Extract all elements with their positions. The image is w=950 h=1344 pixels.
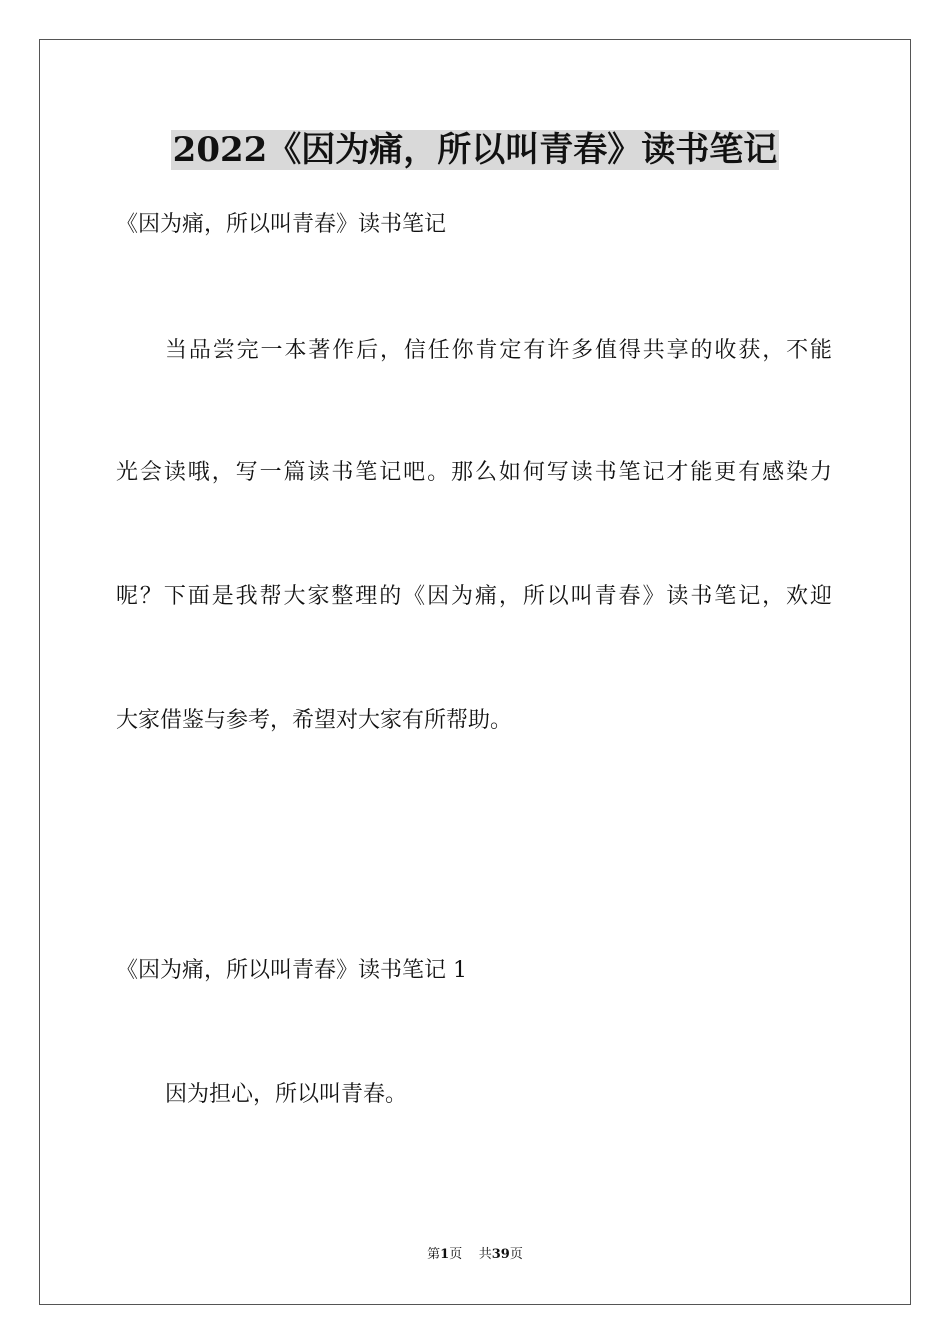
intro-paragraph-line-4: 大家借鉴与参考，希望对大家有所帮助。: [116, 708, 513, 733]
footer-total-pages: 39: [491, 1247, 510, 1262]
footer-page-number: 1: [440, 1247, 450, 1262]
document-title: [0, 128, 950, 172]
footer-total-prefix: 共: [478, 1247, 492, 1262]
intro-paragraph-line-3: 呢？下面是我帮大家整理的《因为痛，所以叫青春》读书笔记，欢迎: [116, 584, 832, 609]
page-footer: [0, 1246, 950, 1264]
footer-page-prefix: 第: [427, 1247, 441, 1262]
document-title-text: 2022《因为痛，所以叫青春》读书笔记: [172, 130, 778, 170]
document-subtitle: 《因为痛，所以叫青春》读书笔记: [116, 212, 447, 237]
section-paragraph-line-1: 因为担心，所以叫青春。: [165, 1082, 408, 1107]
intro-paragraph-line-1: 当品尝完一本著作后，信任你肯定有许多值得共享的收获，不能: [165, 338, 832, 363]
section-heading: 《因为痛，所以叫青春》读书笔记 1: [116, 958, 467, 983]
footer-total-suffix: 页: [509, 1247, 523, 1262]
footer-page-suffix: 页: [449, 1247, 463, 1262]
intro-paragraph-line-2: 光会读哦，写一篇读书笔记吧。那么如何写读书笔记才能更有感染力: [116, 460, 832, 485]
